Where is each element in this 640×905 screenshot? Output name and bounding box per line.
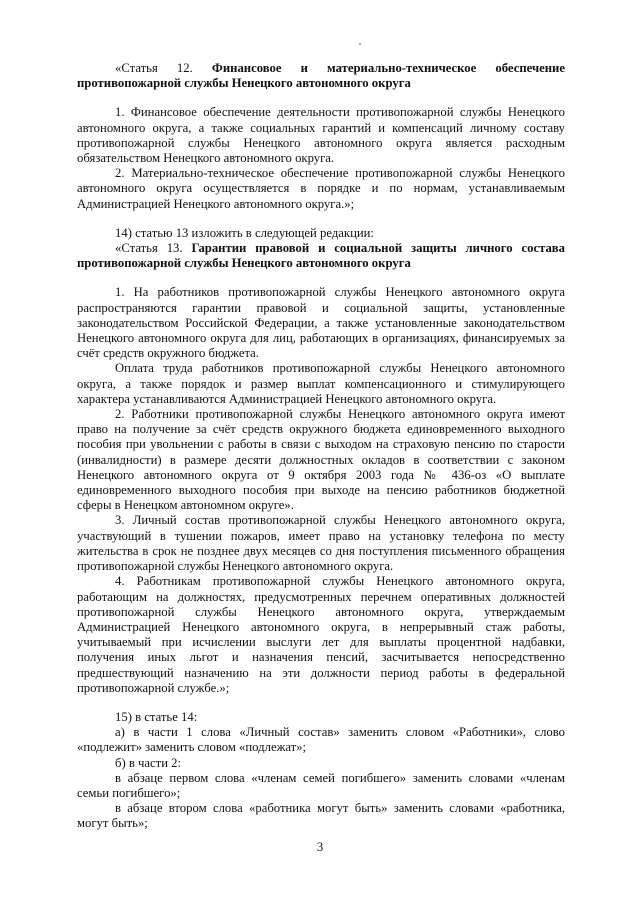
item-15-b: б) в части 2: <box>115 755 182 770</box>
article-12-prefix: «Статья 12. <box>115 61 193 75</box>
article-12-paragraph-2: 2. Материально-техническое обеспечение противопожарной службы Ненецкого автономного округа осуществляется в порядке и по нормам, устанавливаемым Администрацией Ненецкого автономного округа.»; <box>77 166 565 211</box>
item-15-b-2: в абзаце втором слова «работника могут быть» заменить словами «работника, могут быть»; <box>77 801 565 831</box>
article-13-paragraph-4: 4. Работникам противопожарной службы Ненецкого автономного округа, работающим на должностях, предусмотренных перечнем оперативных должностей противопожарной службы Ненецкого автономного округа, утверждаемым Администрацией Ненецкого автономного округа, в непрерывный стаж работы, учитываемый при исчислении выслуги лет для выплаты процентной надбавки, получения иных льгот и назначения пенсий, засчитывается непосредственно предшествующий назначению на эти должности период работы в федеральной противопожарной службе.»; <box>77 574 565 695</box>
page-number: 3 <box>316 840 324 854</box>
article-12-heading <box>77 61 565 91</box>
item-14-intro: 14) статью 13 изложить в следующей редакции: <box>115 225 374 240</box>
article-13-title: Гарантии правовой и социальной защиты личного состава противопожарной службы Ненецкого автономного округа <box>77 241 565 271</box>
item-15-a: а) в части 1 слова «Личный состав» заменить словом «Работники», слово «подлежит» заменить словом «подлежат»; <box>77 725 565 755</box>
article-13-paragraph-1b: Оплата труда работников противопожарной службы Ненецкого автономного округа, а также порядок и размер выплат компенсационного и стимулирующего характера устанавливаются Администрацией Ненецкого автономного округа. <box>77 361 565 406</box>
item-15-intro: 15) в статье 14: <box>115 709 198 724</box>
article-13-prefix: «Статья 13. <box>115 241 183 256</box>
article-13-heading <box>77 241 565 271</box>
article-13-paragraph-1: 1. На работников противопожарной службы Ненецкого автономного округа распространяются гарантии правовой и социальной защиты, установленные законодательством Российской Федерации, а также установленные законодательством Ненецкого автономного округа для лиц, работающих в организациях, финансируемых за счёт средств окружного бюджета. <box>77 285 565 361</box>
article-13-paragraph-2: 2. Работники противопожарной службы Ненецкого автономного округа имеют право на получение за счёт средств окружного бюджета единовременного выходного пособия при увольнении с работы в связи с выходом на страховую пенсию по старости (инвалидности) в размере десяти должностных окладов в соответствии с законом Ненецкого автономного округа от 9 октября 2003 года № 436-оз «О выплате единовременного выходного пособия при выходе на пенсию работников бюджетной сферы в Ненецком автономном округе». <box>77 407 565 513</box>
document-body <box>77 61 565 832</box>
scan-artifact <box>359 43 361 45</box>
article-13-paragraph-3: 3. Личный состав противопожарной службы Ненецкого автономного округа, участвующий в тушении пожаров, имеет право на установку телефона по месту жительства в срок не позднее двух месяцев со дня поступления письменного обращения противопожарной службы Ненецкого автономного округа. <box>77 513 565 574</box>
article-12-title: Финансовое и материально-техническое обеспечение противопожарной службы Ненецкого автономного округа <box>77 61 565 91</box>
article-12-paragraph-1: 1. Финансовое обеспечение деятельности противопожарной службы Ненецкого автономного округа, а также социальных гарантий и компенсаций личному составу противопожарной службы Ненецкого автономного округа является расходным обязательством Ненецкого автономного округа. <box>77 105 565 166</box>
item-15-b-1: в абзаце первом слова «членам семей погибшего» заменить словами «членам семьи погибшего»; <box>77 770 565 800</box>
